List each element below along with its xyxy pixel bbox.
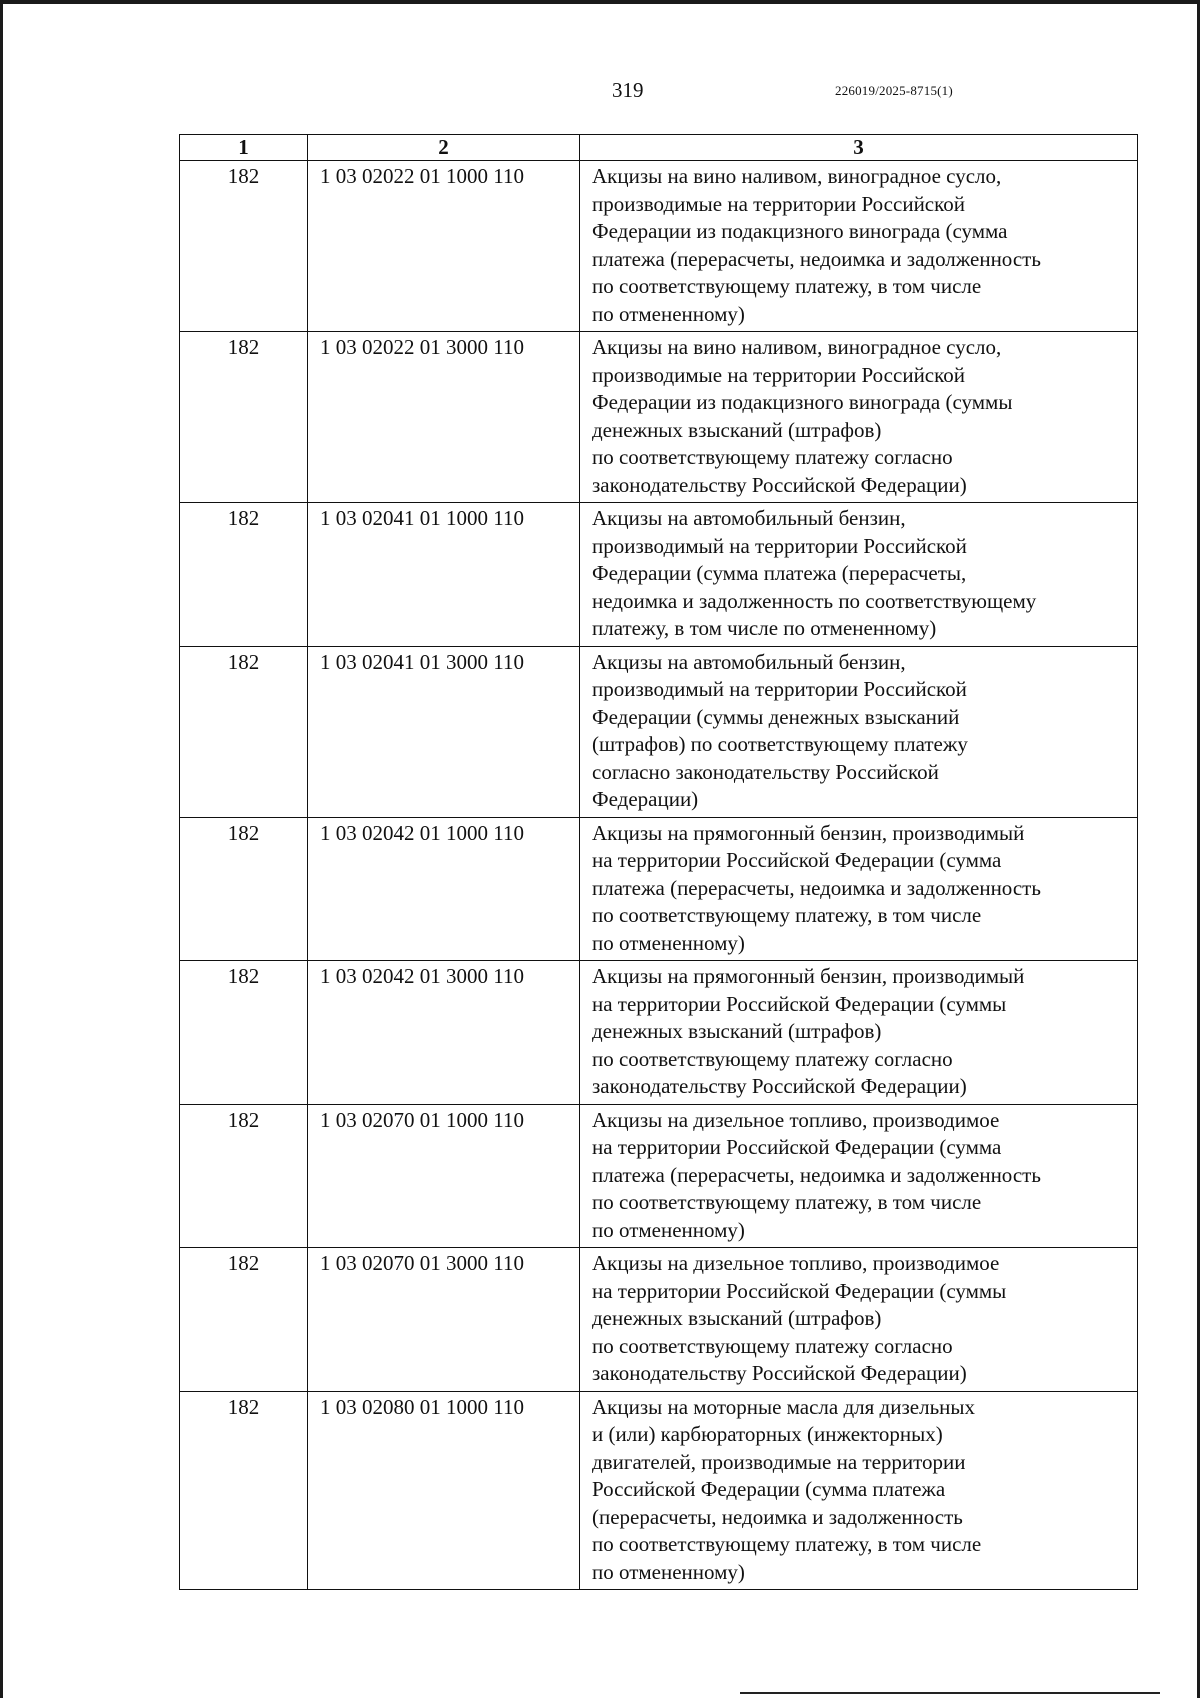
description-line: по соответствующему платежу согласно (592, 1046, 953, 1071)
description-line: Федерации) (592, 787, 699, 811)
budget-classification-code: 1 03 02041 01 3000 110 (320, 649, 524, 674)
budget-classification-code-cell (308, 161, 580, 332)
description-line: недоимка и задолженность по соответствующему (592, 588, 1037, 613)
description-line: на территории Российской Федерации (суммы (592, 1278, 1007, 1303)
income-description (580, 647, 1137, 817)
description-line: платежа (перерасчеты, недоимка и задолженность (592, 1162, 1041, 1187)
table-row (180, 1248, 1138, 1392)
description-line: Федерации из подакцизного винограда (суммы (592, 390, 1013, 414)
description-line: и (или) карбюраторных (инжекторных) (592, 1422, 943, 1446)
column-header-3: 3 (580, 135, 1138, 161)
admin-code: 182 (227, 1107, 260, 1132)
income-description-cell (580, 1248, 1138, 1392)
admin-code: 182 (227, 1394, 260, 1419)
budget-classification-code-cell (308, 646, 580, 817)
admin-code-cell (180, 1248, 308, 1392)
description-line: производимые на территории Российской (592, 191, 965, 216)
income-description-cell (580, 817, 1138, 961)
admin-code-cell (180, 503, 308, 647)
table-body (180, 161, 1138, 1590)
description-line: по соответствующему платежу согласно (592, 1333, 953, 1358)
table-row (180, 646, 1138, 817)
description-line: денежных взысканий (штрафов) (592, 1306, 882, 1330)
description-line: Акцизы на автомобильный бензин, (592, 649, 906, 674)
document-id: 226019/2025-8715(1) (835, 83, 953, 98)
description-line: по отмененному) (592, 930, 745, 955)
description-line: по отмененному) (592, 1559, 745, 1584)
bottom-rule (740, 1692, 1160, 1694)
income-description (580, 1105, 1137, 1248)
description-line: на территории Российской Федерации (сумма (592, 848, 1002, 872)
admin-code: 182 (227, 964, 260, 988)
description-line: по соответствующему платежу, в том числе (592, 274, 982, 298)
budget-classification-code-cell (308, 1391, 580, 1590)
income-description (580, 818, 1137, 961)
description-line: по соответствующему платежу, в том числе (592, 903, 982, 927)
description-line: по соответствующему платежу согласно (592, 445, 953, 469)
budget-classification-code-cell (308, 1104, 580, 1248)
admin-code: 182 (227, 820, 260, 845)
table-row (180, 332, 1138, 503)
budget-classification-code-cell (308, 817, 580, 961)
budget-classification-code: 1 03 02022 01 1000 110 (320, 164, 524, 188)
income-description (580, 161, 1137, 331)
income-description (580, 1248, 1137, 1391)
description-line: денежных взысканий (штрафов) (592, 1019, 882, 1043)
description-line: по соответствующему платежу, в том числе (592, 1190, 982, 1214)
budget-classification-code: 1 03 02041 01 1000 110 (320, 506, 524, 530)
description-line: платежа (перерасчеты, недоимка и задолженность (592, 875, 1041, 900)
budget-classification-code: 1 03 02042 01 3000 110 (320, 964, 524, 988)
admin-code: 182 (227, 506, 260, 530)
description-line: двигателей, производимые на территории (592, 1449, 966, 1474)
income-description (580, 503, 1137, 646)
description-line: на территории Российской Федерации (сумма (592, 1135, 1002, 1159)
budget-classification-code: 1 03 02080 01 1000 110 (320, 1394, 524, 1419)
admin-code-cell (180, 332, 308, 503)
description-line: Акцизы на прямогонный бензин, производимый (592, 820, 1025, 845)
table-row (180, 161, 1138, 332)
table-row (180, 1391, 1138, 1590)
column-header-2: 2 (308, 135, 580, 161)
budget-classification-code-cell (308, 503, 580, 647)
admin-code: 182 (227, 164, 260, 188)
income-description-cell (580, 961, 1138, 1105)
income-description (580, 332, 1137, 502)
description-line: Акцизы на дизельное топливо, производимое (592, 1251, 1000, 1275)
table-row (180, 503, 1138, 647)
income-description-cell (580, 1104, 1138, 1248)
description-line: (штрафов) по соответствующему платежу (592, 732, 968, 756)
description-line: Акцизы на вино наливом, виноградное сусло, (592, 164, 1002, 188)
description-line: платежу, в том числе по отмененному) (592, 616, 937, 640)
income-description (580, 961, 1137, 1104)
income-description-cell (580, 332, 1138, 503)
income-description-cell (580, 161, 1138, 332)
description-line: законодательству Российской Федерации) (592, 472, 967, 497)
table-header-row (180, 135, 1138, 161)
budget-classification-code-cell (308, 961, 580, 1105)
column-header-1: 1 (180, 135, 308, 161)
admin-code-cell (180, 817, 308, 961)
admin-code-cell (180, 646, 308, 817)
budget-code-table (179, 134, 1138, 1590)
admin-code-cell (180, 961, 308, 1105)
description-line: по соответствующему платежу, в том числе (592, 1532, 982, 1556)
admin-code: 182 (227, 335, 260, 359)
admin-code-cell (180, 161, 308, 332)
description-line: Федерации (сумма платежа (перерасчеты, (592, 561, 967, 585)
description-line: Российской Федерации (сумма платежа (592, 1477, 946, 1501)
description-line: по отмененному) (592, 1217, 745, 1242)
budget-classification-code-cell (308, 1248, 580, 1392)
description-line: согласно законодательству Российской (592, 759, 939, 784)
description-line: денежных взысканий (штрафов) (592, 417, 882, 442)
description-line: Федерации из подакцизного винограда (сумма (592, 219, 1008, 243)
admin-code: 182 (227, 1251, 260, 1275)
description-line: платежа (перерасчеты, недоимка и задолженность (592, 246, 1041, 271)
table-row (180, 817, 1138, 961)
table-row (180, 961, 1138, 1105)
description-line: Акцизы на дизельное топливо, производимое (592, 1107, 1000, 1132)
description-line: по отмененному) (592, 301, 745, 326)
description-line: Акцизы на моторные масла для дизельных (592, 1394, 975, 1419)
description-line: Акцизы на вино наливом, виноградное сусло, (592, 335, 1002, 359)
budget-classification-code: 1 03 02070 01 1000 110 (320, 1107, 524, 1132)
budget-classification-code: 1 03 02022 01 3000 110 (320, 335, 524, 359)
budget-classification-code: 1 03 02042 01 1000 110 (320, 820, 524, 845)
admin-code-cell (180, 1391, 308, 1590)
income-description-cell (580, 503, 1138, 647)
description-line: (перерасчеты, недоимка и задолженность (592, 1504, 963, 1529)
description-line: производимый на территории Российской (592, 677, 967, 701)
income-description-cell (580, 1391, 1138, 1590)
budget-classification-code-cell (308, 332, 580, 503)
budget-classification-code: 1 03 02070 01 3000 110 (320, 1251, 524, 1275)
admin-code-cell (180, 1104, 308, 1248)
description-line: законодательству Российской Федерации) (592, 1074, 967, 1098)
description-line: законодательству Российской Федерации) (592, 1361, 967, 1385)
description-line: Акцизы на прямогонный бензин, производимый (592, 964, 1025, 988)
description-line: производимый на территории Российской (592, 533, 967, 558)
description-line: на территории Российской Федерации (суммы (592, 991, 1007, 1016)
admin-code: 182 (227, 649, 260, 674)
page-number: 319 (612, 78, 644, 102)
income-description-cell (580, 646, 1138, 817)
description-line: производимые на территории Российской (592, 362, 965, 387)
table-row (180, 1104, 1138, 1248)
description-line: Акцизы на автомобильный бензин, (592, 506, 906, 530)
income-description (580, 1392, 1137, 1590)
description-line: Федерации (суммы денежных взысканий (592, 704, 960, 729)
